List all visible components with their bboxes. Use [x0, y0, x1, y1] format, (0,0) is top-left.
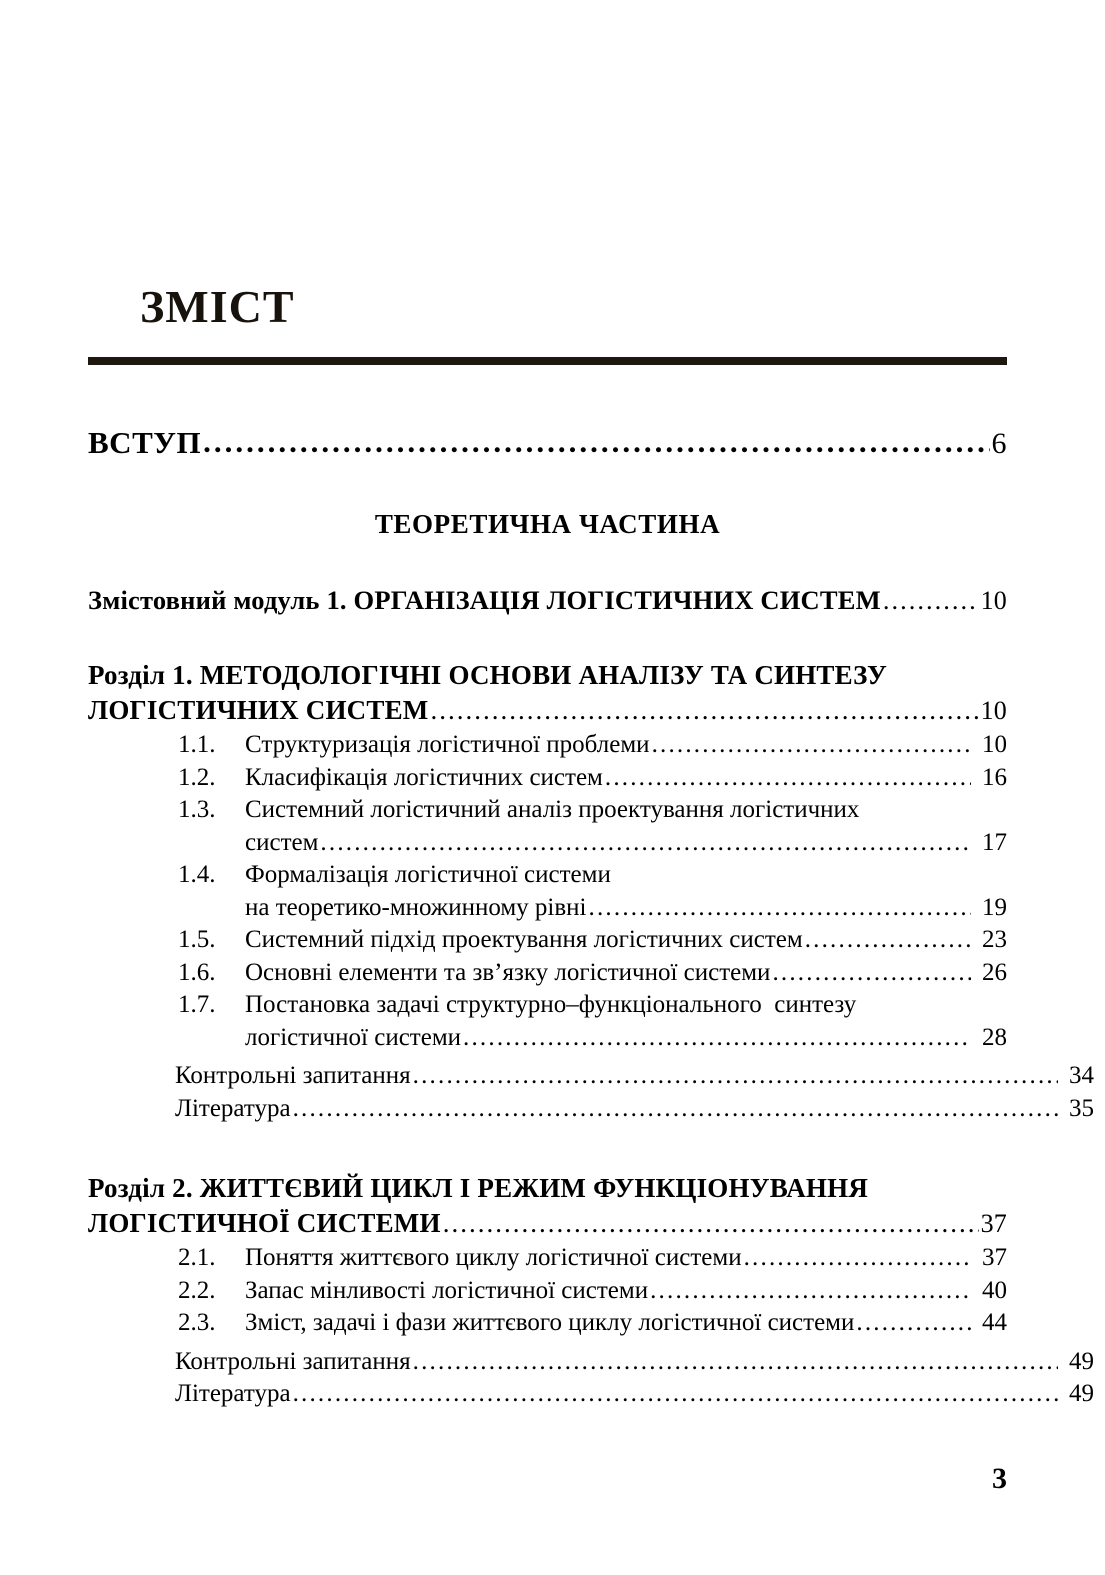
toc-entry[interactable] — [88, 1275, 1007, 1308]
chapter-heading[interactable] — [88, 1171, 1007, 1240]
dot-leader — [320, 827, 971, 860]
toc-entry-questions[interactable] — [88, 1346, 1094, 1379]
part-heading: ТЕОРЕТИЧНА ЧАСТИНА — [374, 509, 721, 539]
toc-entry-body — [245, 1307, 1007, 1340]
dot-leader — [744, 1242, 971, 1275]
toc-entry-page: 6 — [991, 427, 1007, 460]
toc-entry-number: 1.5. — [178, 926, 216, 954]
toc-entry-body — [245, 794, 1007, 859]
toc-entry-body — [245, 989, 1007, 1054]
toc-entry-page: 23 — [982, 926, 1007, 954]
toc-content — [88, 425, 1094, 1411]
toc-entry-label-cont: логістичної системи — [245, 1023, 462, 1051]
chapter-2-entries — [88, 1242, 1094, 1411]
toc-entry-number: 1.1. — [178, 731, 216, 759]
chapter-heading-line1: Розділ 2. ЖИТТЄВИЙ ЦИКЛ І РЕЖИМ ФУНКЦІОНУВАННЯ — [88, 1173, 869, 1204]
toc-entry-label: Контрольні запитання — [175, 1062, 411, 1090]
toc-entry-page: 16 — [982, 763, 1007, 791]
toc-entry-label: Основні елементи та зв’язку логістичної системи — [245, 958, 771, 986]
toc-entry-label: Змістовний модуль 1. ОРГАНІЗАЦІЯ ЛОГІСТИЧНИХ СИСТЕМ — [88, 585, 881, 615]
dot-leader — [430, 693, 978, 728]
toc-entry[interactable] — [88, 924, 1007, 957]
title-divider — [88, 357, 1007, 365]
toc-entry[interactable] — [88, 1242, 1007, 1275]
toc-entry[interactable] — [88, 762, 1007, 795]
toc-entry[interactable] — [88, 989, 1007, 1054]
toc-entry-page: 35 — [1069, 1094, 1094, 1122]
dot-leader — [413, 1060, 1058, 1093]
toc-entry-label: Постановка задачі структурно–функціонального синтезу — [245, 991, 857, 1019]
toc-entry-label: Зміст, задачі і фази життєвого циклу логістичної системи — [245, 1309, 855, 1337]
chapter-heading-line2: ЛОГІСТИЧНОЇ СИСТЕМИ — [88, 1207, 441, 1238]
toc-entry-label: Структуризація логістичної проблеми — [245, 731, 650, 759]
toc-entry-literature[interactable] — [88, 1378, 1094, 1411]
toc-entry-page: 49 — [1069, 1380, 1094, 1408]
dot-leader — [293, 1378, 1058, 1411]
dot-leader — [589, 892, 971, 925]
toc-entry-number: 1.7. — [178, 991, 216, 1019]
spacer — [88, 1125, 1007, 1171]
dot-leader — [652, 729, 971, 762]
page-title: ЗМІСТ — [140, 281, 295, 332]
toc-entry[interactable] — [88, 1307, 1007, 1340]
toc-entry-body — [245, 924, 1007, 957]
toc-entry-label: Контрольні запитання — [175, 1347, 411, 1375]
chapter-1-entries — [88, 729, 1094, 1125]
toc-entry-number: 1.3. — [178, 796, 216, 824]
chapter-heading-page: 10 — [980, 695, 1007, 725]
toc-entry[interactable] — [88, 794, 1007, 859]
toc-entry-number: 2.3. — [178, 1309, 216, 1337]
toc-entry-number: 1.2. — [178, 763, 216, 791]
toc-entry-body — [245, 957, 1007, 990]
toc-entry[interactable] — [88, 957, 1007, 990]
toc-entry-page: 44 — [982, 1309, 1007, 1337]
toc-entry-page: 19 — [982, 893, 1007, 921]
toc-entry-page: 37 — [982, 1244, 1007, 1272]
chapter-heading-page: 37 — [980, 1208, 1007, 1238]
dot-leader — [443, 1206, 979, 1241]
toc-entry-label: Література — [175, 1380, 291, 1408]
toc-entry-label-cont: систем — [245, 828, 319, 856]
toc-entry-label: Системний логістичний аналіз проектування логістичних — [245, 796, 860, 824]
toc-entry-number: 2.1. — [178, 1244, 216, 1272]
dot-leader — [203, 424, 989, 460]
toc-entry-label-cont: на теоретико-множинному рівні — [245, 893, 587, 921]
dot-leader — [413, 1346, 1058, 1379]
toc-entry-intro[interactable] — [88, 425, 1007, 461]
dot-leader — [293, 1093, 1058, 1126]
dot-leader — [650, 1275, 971, 1308]
toc-entry-page: 10 — [982, 731, 1007, 759]
toc-entry-page: 10 — [980, 586, 1007, 615]
toc-entry-label: Поняття життєвого циклу логістичної системи — [245, 1244, 742, 1272]
dot-leader — [605, 762, 971, 795]
dot-leader — [856, 1307, 971, 1340]
toc-entry-number: 1.4. — [178, 861, 216, 889]
chapter-heading-line1: Розділ 1. МЕТОДОЛОГІЧНІ ОСНОВИ АНАЛІЗУ ТА СИНТЕЗУ — [88, 660, 887, 690]
toc-entry-page: 49 — [1069, 1347, 1094, 1375]
toc-entry-module[interactable] — [88, 585, 1007, 616]
toc-entry-body — [245, 1275, 1007, 1308]
toc-entry-label: Запас мінливості логістичної системи — [245, 1276, 649, 1304]
toc-entry-number: 1.6. — [178, 958, 216, 986]
chapter-heading[interactable] — [88, 658, 1007, 727]
toc-entry-page: 28 — [982, 1023, 1007, 1051]
toc-entry-label: Класифікація логістичних систем — [245, 763, 603, 791]
toc-entry-label: Література — [175, 1094, 291, 1122]
dot-leader — [805, 924, 971, 957]
toc-entry[interactable] — [88, 859, 1007, 924]
toc-entry-label: Формалізація логістичної системи — [245, 861, 611, 889]
page-number: 3 — [992, 1462, 1007, 1495]
toc-entry-body — [245, 762, 1007, 795]
toc-entry-questions[interactable] — [88, 1060, 1094, 1093]
toc-entry[interactable] — [88, 729, 1007, 762]
toc-entry-page: 40 — [982, 1276, 1007, 1304]
toc-entry-body — [245, 859, 1007, 924]
toc-entry-number: 2.2. — [178, 1276, 216, 1304]
dot-leader — [463, 1022, 971, 1055]
toc-entry-label: Системний підхід проектування логістичних систем — [245, 926, 803, 954]
toc-entry-page: 34 — [1069, 1062, 1094, 1090]
toc-entry-body — [245, 1242, 1007, 1275]
toc-entry-label: ВСТУП — [88, 425, 202, 460]
toc-entry-body — [245, 729, 1007, 762]
dot-leader — [772, 957, 971, 990]
chapter-heading-line2: ЛОГІСТИЧНИХ СИСТЕМ — [88, 694, 429, 725]
dot-leader — [883, 585, 979, 616]
toc-entry-page: 17 — [982, 828, 1007, 856]
toc-entry-literature[interactable] — [88, 1093, 1094, 1126]
toc-entry-page: 26 — [982, 958, 1007, 986]
